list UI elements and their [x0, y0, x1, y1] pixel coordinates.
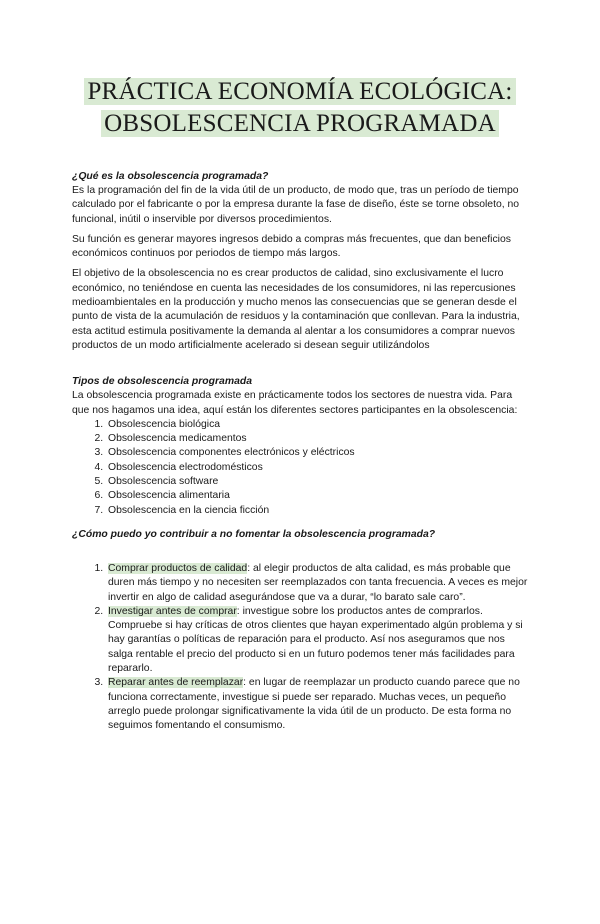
list-item-text: : al elegir productos de alta calidad, es más probable que duren más tiempo y no necesiten ser reemplazados con tanta frecuencia. A veces es mejor invertir en algo de calidad asegurándose que va a durar, “lo barato sale caro”.	[108, 562, 528, 603]
section-contribute	[72, 528, 528, 734]
list-item: 1. Obsolescencia biológica	[106, 418, 528, 432]
list-item: 7. Obsolescencia en la ciencia ficción	[106, 504, 528, 518]
list-item: 5. Obsolescencia software	[106, 475, 528, 489]
paragraph: La obsolescencia programada existe en prácticamente todos los sectores de nuestra vida. Para que nos hagamos una idea, aquí están los diferentes sectores participantes en la obsolescencia:	[72, 390, 518, 416]
list-item-text: : investigue sobre los productos antes de comprarlos. Compruebe si hay críticas de otros clientes que hayan experimentado algún problema y si hay garantías o políticas de reparación para el producto. Así nos aseguramos que nos salga rentable el precio del producto si en un futuro podemos tener más facilidades para repararlo.	[108, 605, 523, 675]
list-item: 2. Obsolescencia medicamentos	[106, 432, 528, 446]
section-what-is	[72, 170, 528, 353]
list-item	[106, 676, 528, 733]
page-title	[72, 76, 528, 140]
list-item	[106, 562, 528, 605]
types-list	[72, 418, 528, 518]
paragraph: Su función es generar mayores ingresos debido a compras más frecuentes, que dan beneficios económicos continuos por periodos de tiempo más largos.	[72, 233, 511, 260]
paragraph: Es la programación del fin de la vida útil de un producto, de modo que, tras un período de tiempo calculado por el fabricante o por la empresa durante la fase de diseño, éste se torne obsoleto, no funcional, inútil o inservible por diversos procedimientos.	[72, 185, 520, 225]
title-line-1: PRÁCTICA ECONOMÍA ECOLÓGICA:	[84, 78, 515, 105]
highlighted-term: Investigar antes de comprar	[108, 605, 237, 617]
highlighted-term: Comprar productos de calidad	[108, 562, 248, 574]
section-heading: Tipos de obsolescencia programada	[72, 376, 252, 388]
list-item: 4. Obsolescencia electrodomésticos	[106, 461, 528, 475]
highlighted-term: Reparar antes de reemplazar	[108, 677, 244, 689]
list-item-text: : en lugar de reemplazar un producto cuando parece que no funciona correctamente, investigue si puede ser reparado. Muchas veces, un pequeño arreglo puede prolongar significativamente la vida útil de un producto. De esta forma no seguimos fomentando el consumismo.	[108, 677, 520, 732]
section-heading: ¿Cómo puedo yo contribuir a no fomentar la obsolescencia programada?	[72, 528, 436, 540]
section-types	[72, 375, 528, 518]
title-line-2: OBSOLESCENCIA PROGRAMADA	[101, 110, 499, 137]
contribute-list	[72, 562, 528, 734]
list-item: 3. Obsolescencia componentes electrónicos y eléctricos	[106, 446, 528, 460]
list-item: 6. Obsolescencia alimentaria	[106, 489, 528, 503]
paragraph: El objetivo de la obsolescencia no es crear productos de calidad, sino exclusivamente el lucro económico, no teniéndose en cuenta las necesidades de los consumidores, ni las repercusiones medioambientales en la producción y mucho menos las consecuencias que se generan desde el punto de vista de la acumulación de residuos y la contaminación que conllevan. Para la industria, esta actitud estimula positivamente la demanda al alentar a los consumidores a comprar nuevos productos de un modo artificialmente acelerado si desean seguir utilizándolos	[72, 268, 520, 351]
section-heading: ¿Qué es la obsolescencia programada?	[72, 171, 269, 182]
list-item	[106, 605, 528, 676]
document-page	[0, 76, 600, 924]
